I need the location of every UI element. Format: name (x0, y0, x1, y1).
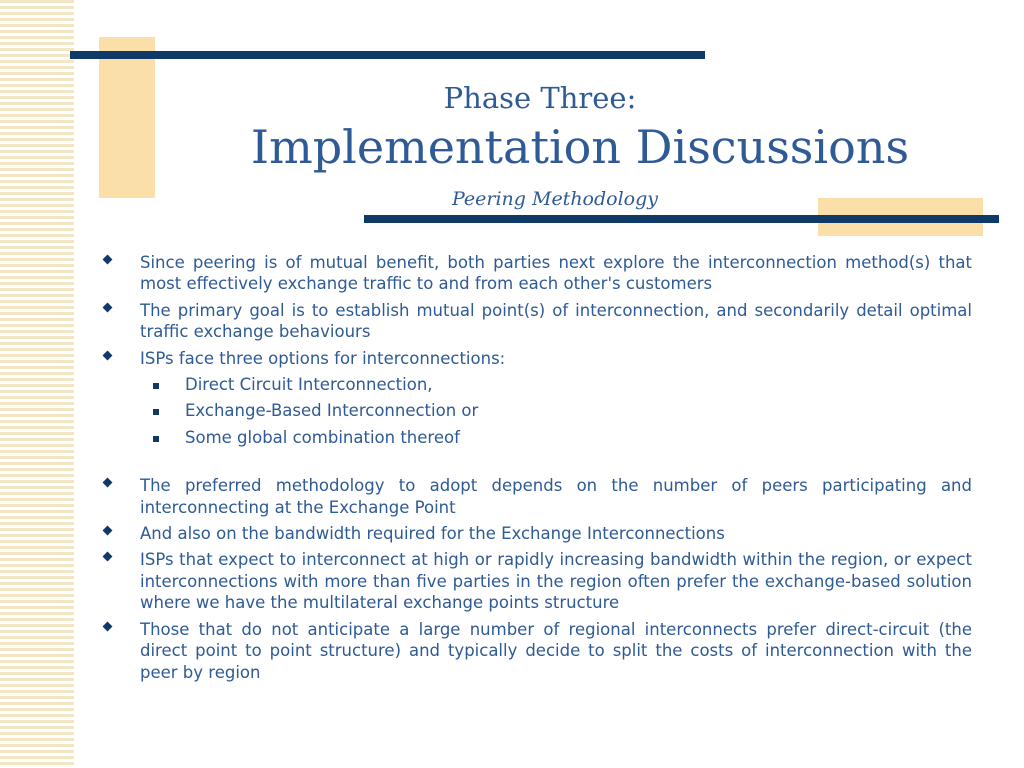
diamond-bullet-icon (103, 552, 113, 562)
diamond-bullet-icon (103, 526, 113, 536)
bullet-list (100, 252, 972, 688)
spacer (100, 453, 972, 475)
sub-list-item-text: Exchange-Based Interconnection or (185, 401, 479, 421)
slide-title: Implementation Discussions (250, 120, 910, 174)
list-item-text: And also on the bandwidth required for the Exchange Interconnections (140, 524, 725, 544)
list-item (100, 348, 972, 369)
square-bullet-icon (153, 436, 159, 442)
sub-list-item (100, 400, 972, 421)
diamond-bullet-icon (103, 621, 113, 631)
list-item-text: The preferred methodology to adopt depends on the number of peers participating and interconnecting at the Exchange Point (140, 476, 972, 517)
list-item-text: Those that do not anticipate a large number of regional interconnects prefer direct-circuit (the direct point to point structure) and typically decide to split the costs of interconnection with the peer by region (140, 619, 972, 682)
list-item-text: ISPs that expect to interconnect at high or rapidly increasing bandwidth within the region, or expect interconnections with more than five parties in the region often prefer the exchange-based solution where we have the multilateral exchange points structure (140, 550, 972, 613)
diamond-bullet-icon (103, 255, 113, 265)
list-item (100, 549, 972, 613)
sub-list-item (100, 427, 972, 448)
left-stripe-decoration (0, 0, 74, 768)
sub-list-item-text: Some global combination thereof (185, 427, 460, 447)
top-rule (70, 51, 705, 59)
list-item (100, 300, 972, 343)
list-item-text: Since peering is of mutual benefit, both parties next explore the interconnection method(s) that most effectively exchange traffic to and from each other's customers (140, 253, 972, 294)
square-bullet-icon (153, 383, 159, 389)
bottom-rule (364, 215, 999, 223)
list-item-text: The primary goal is to establish mutual point(s) of interconnection, and secondarily detail optimal traffic exchange behaviours (140, 300, 972, 342)
list-item (100, 252, 972, 295)
diamond-bullet-icon (103, 350, 113, 360)
sub-list-item-text: Direct Circuit Interconnection, (185, 375, 433, 395)
list-item (100, 523, 972, 544)
sub-list-item (100, 374, 972, 395)
diamond-bullet-icon (103, 302, 113, 312)
slide-title-line1: Phase Three: (443, 81, 637, 115)
list-item (100, 475, 972, 518)
diamond-bullet-icon (103, 478, 113, 488)
list-item-text: ISPs face three options for interconnections: (140, 348, 506, 368)
slide-subtitle: Peering Methodology (451, 188, 659, 210)
accent-block-left (99, 37, 155, 198)
square-bullet-icon (153, 409, 159, 415)
list-item (100, 619, 972, 683)
